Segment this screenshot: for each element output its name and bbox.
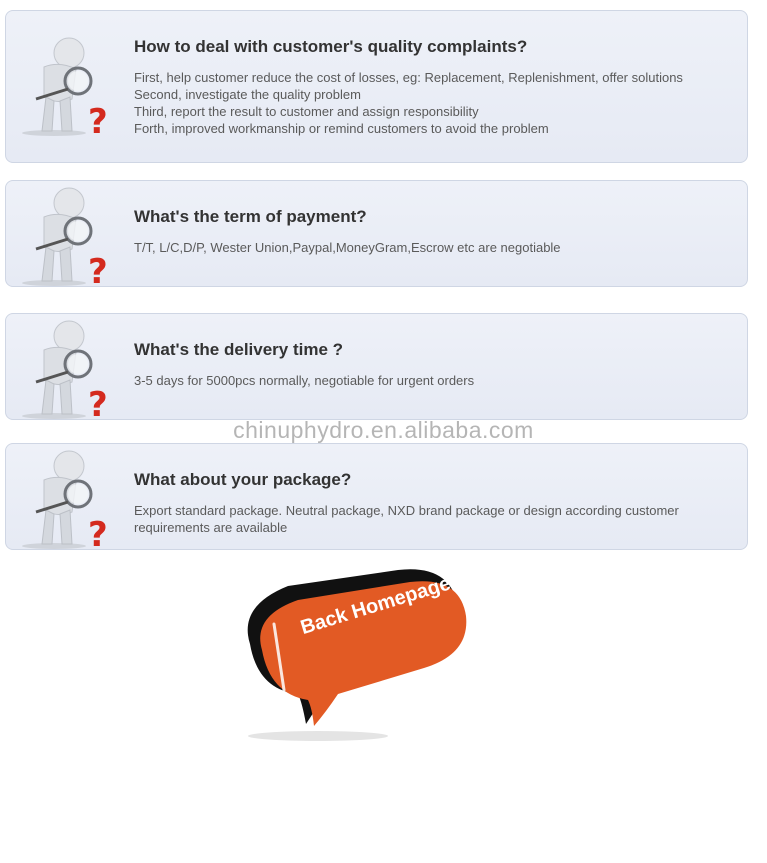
svg-text:?: ? xyxy=(88,385,108,420)
faq-card-payment-terms xyxy=(5,180,748,287)
faq-answer-line: Second, investigate the quality problem xyxy=(134,87,361,102)
watermark: chinuphydro.en.alibaba.com xyxy=(233,417,534,443)
faq-question: What's the term of payment? xyxy=(134,207,367,226)
faq-answer-line: First, help customer reduce the cost of losses, eg: Replacement, Replenishment, offer solutions xyxy=(134,70,683,85)
faq-answer-line: Forth, improved workmanship or remind customers to avoid the problem xyxy=(134,121,549,136)
person-magnifier-question-icon xyxy=(14,446,110,550)
person-magnifier-question-icon xyxy=(14,33,110,137)
faq-card-delivery-time xyxy=(5,313,748,420)
faq-question: How to deal with customer's quality complaints? xyxy=(134,37,528,56)
back-homepage-label: Back Homepage xyxy=(298,572,454,640)
faq-answer xyxy=(134,239,733,256)
faq-answer xyxy=(134,372,733,389)
person-magnifier-question-icon xyxy=(14,316,110,420)
faq-answer-line: T/T, L/C,D/P, Wester Union,Paypal,MoneyGram,Escrow etc are negotiable xyxy=(134,240,561,255)
person-magnifier-question-icon xyxy=(14,183,110,287)
faq-answer-line: 3-5 days for 5000pcs normally, negotiable for urgent orders xyxy=(134,373,475,388)
faq-card-package xyxy=(5,443,748,550)
faq-card-quality-complaints xyxy=(5,10,748,163)
back-homepage-button[interactable] xyxy=(228,566,484,744)
faq-answer xyxy=(134,69,733,137)
faq-question: What's the delivery time ? xyxy=(134,340,344,359)
faq-answer xyxy=(134,502,733,536)
svg-text:?: ? xyxy=(88,252,108,287)
faq-answer-line: Third, report the result to customer and assign responsibility xyxy=(134,104,479,119)
faq-answer-line: Export standard package. Neutral package, NXD brand package or design according customer requirements are available xyxy=(134,503,679,535)
svg-text:?: ? xyxy=(88,102,108,137)
svg-text:?: ? xyxy=(88,515,108,550)
faq-question: What about your package? xyxy=(134,470,352,489)
